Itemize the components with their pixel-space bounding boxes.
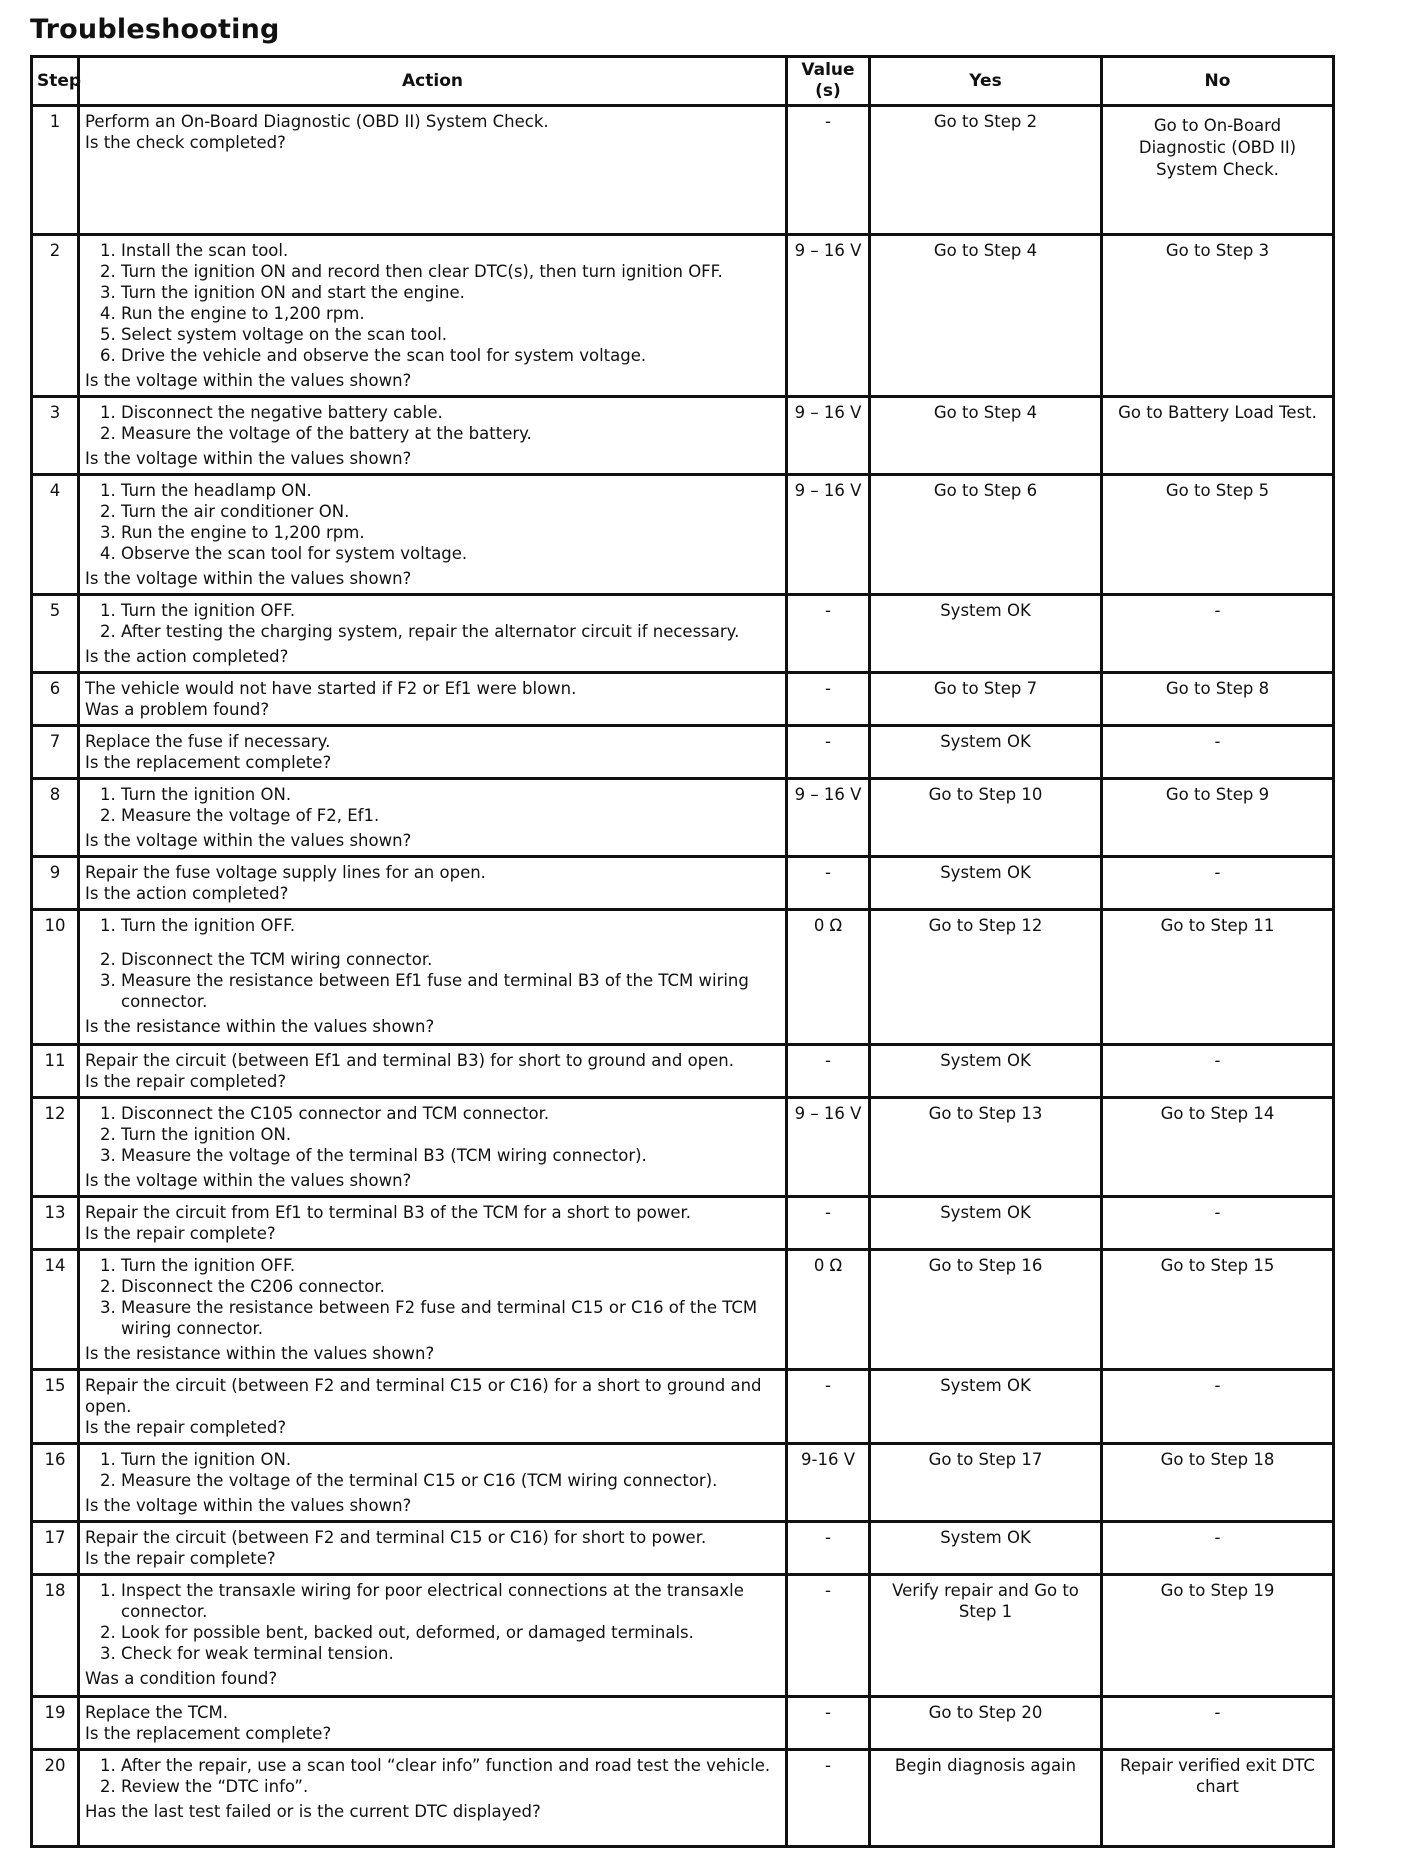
action-question: Is the resistance within the values shown? [85,1344,435,1363]
action-cell [79,1522,787,1575]
action-list [85,1755,780,1797]
table-row [32,1197,1334,1250]
action-list-item: 2. Review the “DTC info”. [121,1776,780,1797]
action-list-item: 3. Measure the resistance between F2 fuse and terminal C15 or C16 of the TCM wiring connector. [121,1297,780,1339]
action-cell [79,595,787,673]
action-question: Is the voltage within the values shown? [85,1171,412,1190]
action-list-item: 2. Measure the voltage of the battery at the battery. [121,423,780,444]
step-number: 1 [32,106,79,235]
troubleshooting-table [30,55,1335,1848]
action-list-item: 1. Turn the ignition OFF. [121,600,780,621]
step-number: 19 [32,1697,79,1750]
action-list [85,480,780,564]
step-number: 13 [32,1197,79,1250]
action-question: Is the repair complete? [85,1549,276,1568]
yes-cell: System OK [870,1522,1102,1575]
step-number: 10 [32,910,79,1045]
action-question: Is the repair completed? [85,1418,287,1437]
value-cell: 0 Ω [787,910,870,1045]
action-list-item: 1. Turn the headlamp ON. [121,480,780,501]
action-question: Is the voltage within the values shown? [85,1496,412,1515]
action-list-item: 4. Observe the scan tool for system voltage. [121,543,780,564]
value-cell: - [787,595,870,673]
table-row [32,1522,1334,1575]
header-yes: Yes [870,57,1102,106]
action-cell [79,779,787,857]
no-cell: Go to Step 18 [1102,1444,1334,1522]
action-question: Is the replacement complete? [85,753,332,772]
action-list-item: 1. Turn the ignition ON. [121,784,780,805]
action-text: Perform an On-Board Diagnostic (OBD II) System Check. [85,112,549,131]
action-list [85,915,780,1012]
action-text: Repair the circuit (between Ef1 and terminal B3) for short to ground and open. [85,1051,734,1070]
value-cell: 9 – 16 V [787,1098,870,1197]
value-cell: 9 – 16 V [787,397,870,475]
action-list [85,1103,780,1166]
no-cell: - [1102,1522,1334,1575]
action-list-item: 2. Look for possible bent, backed out, deformed, or damaged terminals. [121,1622,780,1643]
action-list [85,600,780,642]
action-list-item: 1. Turn the ignition OFF. [121,915,780,936]
table-row [32,1575,1334,1697]
header-action: Action [79,57,787,106]
table-row [32,397,1334,475]
action-cell [79,1045,787,1098]
action-text: Replace the TCM. [85,1703,228,1722]
action-question: Is the repair completed? [85,1072,287,1091]
value-cell: 9 – 16 V [787,235,870,397]
value-cell: - [787,1370,870,1444]
table-row [32,1697,1334,1750]
action-list-item: 3. Measure the resistance between Ef1 fuse and terminal B3 of the TCM wiring connector. [121,970,780,1012]
no-cell: - [1102,1045,1334,1098]
action-question: Is the action completed? [85,884,289,903]
action-cell [79,1250,787,1370]
yes-cell: Begin diagnosis again [870,1750,1102,1847]
no-cell: Go to Step 9 [1102,779,1334,857]
header-no: No [1102,57,1334,106]
value-cell: - [787,1697,870,1750]
action-list-item: 1. Install the scan tool. [121,240,780,261]
value-cell: - [787,1750,870,1847]
table-row [32,1045,1334,1098]
action-cell [79,673,787,726]
action-list-item: 2. Measure the voltage of the terminal C15 or C16 (TCM wiring connector). [121,1470,780,1491]
step-number: 20 [32,1750,79,1847]
action-cell [79,1098,787,1197]
value-cell: 0 Ω [787,1250,870,1370]
action-list-item: 1. Turn the ignition ON. [121,1449,780,1470]
table-row [32,106,1334,235]
value-cell: - [787,857,870,910]
action-question: Was a problem found? [85,700,270,719]
step-number: 7 [32,726,79,779]
action-list-item: 3. Turn the ignition ON and start the engine. [121,282,780,303]
table-row [32,235,1334,397]
yes-cell: System OK [870,1370,1102,1444]
action-list-item: 3. Measure the voltage of the terminal B3 (TCM wiring connector). [121,1145,780,1166]
action-question: Has the last test failed or is the current DTC displayed? [85,1802,541,1821]
action-cell [79,1197,787,1250]
header-value: Value (s) [787,57,870,106]
action-cell [79,106,787,235]
action-list-item: 1. Disconnect the negative battery cable. [121,402,780,423]
action-question: Is the voltage within the values shown? [85,449,412,468]
action-question: Is the repair complete? [85,1224,276,1243]
action-list-item: 3. Check for weak terminal tension. [121,1643,780,1664]
action-list-item: 1. Disconnect the C105 connector and TCM connector. [121,1103,780,1124]
yes-cell: Go to Step 4 [870,235,1102,397]
yes-cell: System OK [870,1045,1102,1098]
no-cell: Go to Step 19 [1102,1575,1334,1697]
action-question: Is the voltage within the values shown? [85,569,412,588]
table-body [32,106,1334,1847]
action-question: Is the resistance within the values shown? [85,1017,435,1036]
action-question: Is the replacement complete? [85,1724,332,1743]
step-number: 18 [32,1575,79,1697]
action-text: Repair the circuit from Ef1 to terminal B3 of the TCM for a short to power. [85,1203,692,1222]
action-cell [79,1370,787,1444]
yes-cell: Go to Step 7 [870,673,1102,726]
yes-cell: Go to Step 16 [870,1250,1102,1370]
action-cell [79,857,787,910]
yes-cell: Go to Step 12 [870,910,1102,1045]
yes-cell: System OK [870,726,1102,779]
table-row [32,1370,1334,1444]
yes-cell: System OK [870,1197,1102,1250]
action-list-item: 6. Drive the vehicle and observe the scan tool for system voltage. [121,345,780,366]
action-text: Repair the fuse voltage supply lines for an open. [85,863,486,882]
action-cell [79,1750,787,1847]
no-cell: Go to Step 11 [1102,910,1334,1045]
no-cell: Go to Step 14 [1102,1098,1334,1197]
no-cell: Go to Battery Load Test. [1102,397,1334,475]
action-text: Repair the circuit (between F2 and terminal C15 or C16) for short to power. [85,1528,707,1547]
action-list [85,784,780,826]
no-cell: Go to Step 5 [1102,475,1334,595]
action-list [85,1255,780,1339]
value-cell: - [787,1197,870,1250]
action-text: Replace the fuse if necessary. [85,732,331,751]
action-list [85,402,780,444]
no-cell: - [1102,1370,1334,1444]
no-cell: Go to Step 15 [1102,1250,1334,1370]
no-cell: Go to Step 3 [1102,235,1334,397]
table-row [32,1250,1334,1370]
step-number: 17 [32,1522,79,1575]
yes-cell: System OK [870,857,1102,910]
yes-cell: Go to Step 13 [870,1098,1102,1197]
no-cell: - [1102,1697,1334,1750]
value-cell: 9 – 16 V [787,475,870,595]
action-list-item: 1. Inspect the transaxle wiring for poor electrical connections at the transaxle connector. [121,1580,780,1622]
value-cell: - [787,106,870,235]
value-cell: 9 – 16 V [787,779,870,857]
table-row [32,726,1334,779]
action-list-item: 2. Turn the ignition ON and record then clear DTC(s), then turn ignition OFF. [121,261,780,282]
yes-cell: Go to Step 6 [870,475,1102,595]
value-cell: - [787,1575,870,1697]
action-list [85,1580,780,1664]
step-number: 4 [32,475,79,595]
value-cell: - [787,1522,870,1575]
no-cell: - [1102,1197,1334,1250]
action-list [85,1449,780,1491]
step-number: 9 [32,857,79,910]
no-cell: - [1102,595,1334,673]
action-cell [79,235,787,397]
action-list-item: 2. Disconnect the TCM wiring connector. [121,949,780,970]
table-row [32,1750,1334,1847]
action-list-item: 2. Measure the voltage of F2, Ef1. [121,805,780,826]
action-question: Is the action completed? [85,647,289,666]
action-question: Is the voltage within the values shown? [85,371,412,390]
table-row [32,595,1334,673]
action-list-item: 2. Disconnect the C206 connector. [121,1276,780,1297]
action-list-item: 2. After testing the charging system, repair the alternator circuit if necessary. [121,621,780,642]
action-text: Repair the circuit (between F2 and terminal C15 or C16) for a short to ground and open. [85,1376,762,1416]
table-row [32,475,1334,595]
step-number: 2 [32,235,79,397]
action-list-item: 1. After the repair, use a scan tool “clear info” function and road test the vehicle. [121,1755,780,1776]
action-cell [79,1444,787,1522]
action-question: Is the check completed? [85,133,286,152]
table-header-row [32,57,1334,106]
table-row [32,779,1334,857]
no-cell: - [1102,726,1334,779]
action-list-item: 4. Run the engine to 1,200 rpm. [121,303,780,324]
step-number: 6 [32,673,79,726]
step-number: 12 [32,1098,79,1197]
action-cell [79,1697,787,1750]
step-number: 3 [32,397,79,475]
action-cell [79,475,787,595]
step-number: 11 [32,1045,79,1098]
action-list-item: 2. Turn the ignition ON. [121,1124,780,1145]
yes-cell: Go to Step 4 [870,397,1102,475]
yes-cell: Go to Step 20 [870,1697,1102,1750]
page-title: Troubleshooting [30,14,280,45]
action-question: Is the voltage within the values shown? [85,831,412,850]
no-cell: Go to On-Board Diagnostic (OBD II) System Check. [1102,106,1334,235]
value-cell: - [787,673,870,726]
action-list-item: 2. Turn the air conditioner ON. [121,501,780,522]
yes-cell: Verify repair and Go to Step 1 [870,1575,1102,1697]
value-cell: - [787,726,870,779]
step-number: 16 [32,1444,79,1522]
step-number: 8 [32,779,79,857]
table-row [32,1098,1334,1197]
no-cell: - [1102,857,1334,910]
header-step: Step [32,57,79,106]
action-text: The vehicle would not have started if F2 or Ef1 were blown. [85,679,577,698]
step-number: 15 [32,1370,79,1444]
action-list-item: 3. Run the engine to 1,200 rpm. [121,522,780,543]
value-cell: - [787,1045,870,1098]
value-cell: 9-16 V [787,1444,870,1522]
yes-cell: Go to Step 10 [870,779,1102,857]
action-cell [79,726,787,779]
step-number: 5 [32,595,79,673]
no-cell: Repair verified exit DTC chart [1102,1750,1334,1847]
table-row [32,910,1334,1045]
table-row [32,673,1334,726]
action-question: Was a condition found? [85,1669,278,1688]
action-cell [79,1575,787,1697]
action-cell [79,910,787,1045]
yes-cell: System OK [870,595,1102,673]
yes-cell: Go to Step 17 [870,1444,1102,1522]
action-cell [79,397,787,475]
step-number: 14 [32,1250,79,1370]
table-row [32,1444,1334,1522]
action-list-item: 5. Select system voltage on the scan tool. [121,324,780,345]
no-cell: Go to Step 8 [1102,673,1334,726]
table-row [32,857,1334,910]
action-list [85,240,780,366]
yes-cell: Go to Step 2 [870,106,1102,235]
action-list-item: 1. Turn the ignition OFF. [121,1255,780,1276]
